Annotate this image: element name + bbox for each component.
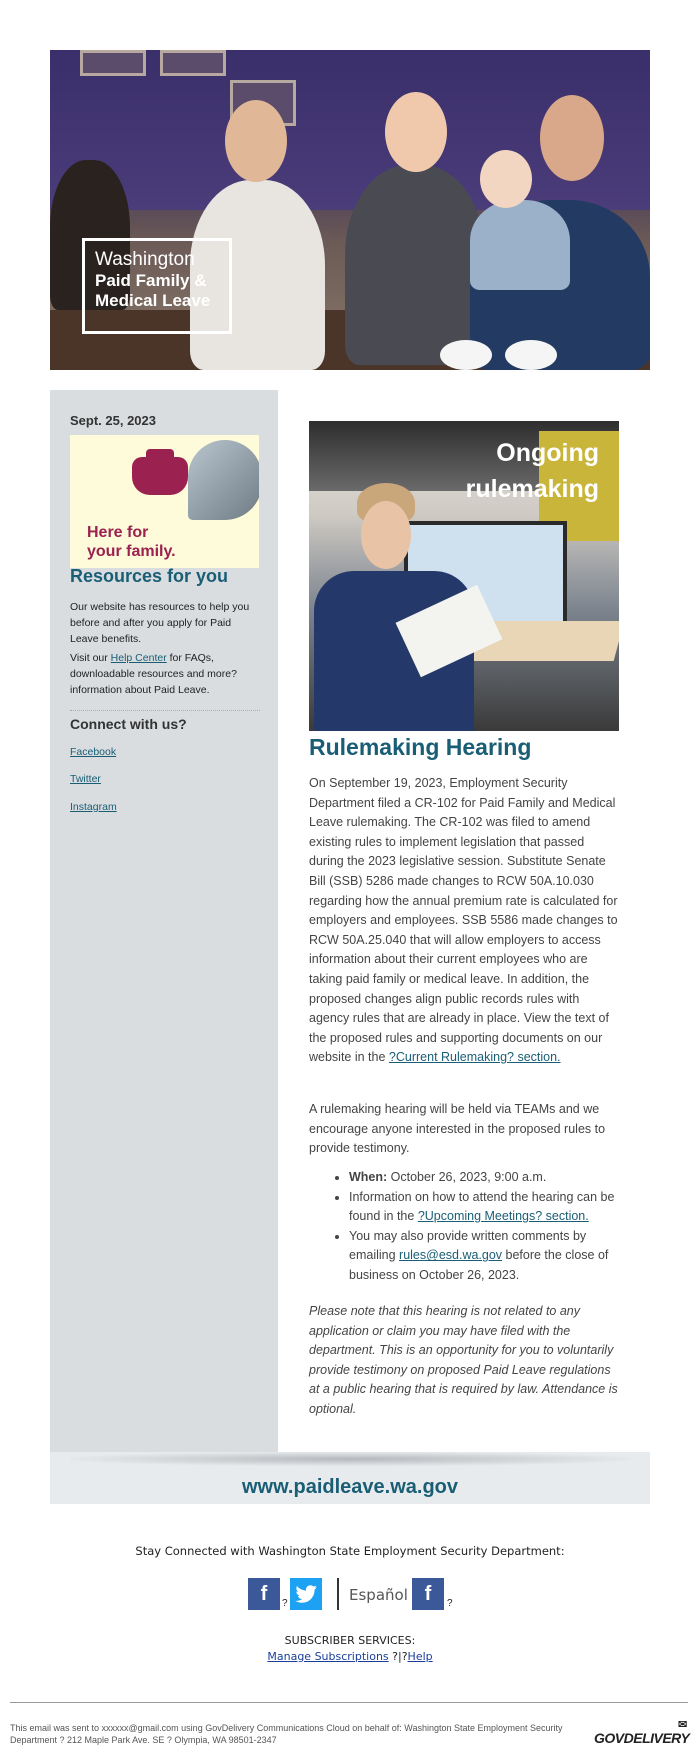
article-paragraph-2: A rulemaking hearing will be held via TEAMs and we encourage anyone interested in the proposed rules to provide testimony. [309, 1102, 606, 1156]
hero-image [50, 50, 650, 370]
bullet3-text: You may also provide written comments by emailing [349, 1228, 587, 1263]
list-item [349, 1188, 621, 1227]
when-text: October 26, 2023, 9:00 a.m. [387, 1170, 547, 1184]
woman-face [361, 501, 411, 569]
list-item [349, 1168, 621, 1188]
article-heading: Rulemaking Hearing [309, 734, 532, 760]
stay-connected-text: Stay Connected with Washington State Employment Security Department: [135, 1544, 565, 1558]
bullet2-text: Information on how to attend the hearing can be found in the [349, 1189, 615, 1224]
here-for-your-family-image [70, 435, 259, 568]
website-link[interactable]: www.paidleave.wa.gov [242, 1476, 458, 1498]
footer-divider [10, 1702, 688, 1703]
govdelivery-brand: GOVDELIVERY [594, 1730, 690, 1746]
facebook-icon[interactable]: f [248, 1578, 280, 1610]
sidebar-divider [70, 710, 260, 711]
bar-shadow [70, 1452, 630, 1466]
image-caption [466, 435, 599, 507]
promo-line-1: Here for [87, 524, 149, 541]
list-item [349, 1227, 621, 1286]
hero-frame [160, 50, 226, 76]
visit-prefix: Visit our [70, 652, 111, 664]
instagram-link[interactable]: Instagram [70, 801, 117, 813]
resources-heading: Resources for you [70, 566, 229, 586]
heart-photo [188, 440, 259, 520]
when-label: When: [349, 1170, 388, 1184]
paid-leave-logo [82, 238, 232, 334]
hero-person-2 [345, 165, 485, 365]
help-link[interactable]: Help [407, 1650, 433, 1663]
rules-email-link[interactable]: rules@esd.wa.gov [399, 1248, 503, 1263]
ongoing-rulemaking-image [309, 421, 619, 731]
twitter-link[interactable]: Twitter [70, 773, 101, 785]
facebook-espanol-icon[interactable]: f [412, 1578, 444, 1610]
govdelivery-logo [594, 1719, 690, 1746]
facebook-espanol-q: ? [447, 1598, 453, 1609]
caption-line-2: rulemaking [465, 475, 599, 503]
hero-child-head [480, 150, 532, 208]
facebook-q: ? [282, 1598, 288, 1609]
facebook-link[interactable]: Facebook [70, 746, 117, 758]
twitter-icon[interactable] [290, 1578, 322, 1610]
subscriber-links [0, 1650, 700, 1663]
para1-text: On September 19, 2023, Employment Security Department filed a CR-102 for Paid Family and Medical Leave rulemaking. The CR-102 was filed to amend existing rules to implement legislation that passed during the 2023 legislative session. Substitute Senate Bill (SSB) 5286 made changes to RCW 50A.10.030 regarding how the annual premium rate is calculated for employers and employees. SSB 5586 made changes to RCW 50A.25.040 that will allow employers to access information about their current employees who are taking paid family or medical leave. In addition, the proposed changes align public records rules with agency rules that are already in place. View the text of the proposed rules and supporting documents on our website in the [309, 776, 618, 1065]
hero-head-3 [540, 95, 604, 181]
logo-line-2: Paid Family & [95, 271, 207, 290]
hearing-note: Please note that this hearing is not related to any application or claim you may have filed with the department. This is an opportunity for you to voluntarily provide testimony on proposed Paid Leave regulations at a public hearing that is required by law. Attendance is optional. [309, 1304, 618, 1416]
hero-head-2 [385, 92, 447, 172]
caption-line-1: Ongoing [496, 439, 599, 467]
visit-text [70, 650, 262, 698]
espanol-link[interactable]: Español [349, 1586, 408, 1604]
logo-line-3: Medical Leave [95, 291, 211, 310]
connect-heading: Connect with us? [70, 716, 187, 732]
social-divider [337, 1578, 339, 1610]
resources-text: Our website has resources to help you before and after you apply for Paid Leave benefits. [70, 601, 250, 645]
hero-cup [440, 340, 492, 370]
help-center-link[interactable]: Help Center [110, 652, 167, 664]
logo-line-1: Washington [95, 249, 195, 270]
bullet3-suffix: before the close of business on October 26, 2023. [349, 1248, 609, 1282]
promo-line-2: your family. [87, 543, 176, 560]
hero-cup [505, 340, 557, 370]
envelope-icon: ✉ [678, 1719, 687, 1731]
legal-text: This email was sent to xxxxxx@gmail.com using GovDelivery Communications Cloud on behalf of: Washington State Employment Security Department ? 212 Maple Park Ave. SE ? Olympia, WA 98501-2347 [10, 1723, 563, 1745]
hearing-details-list [309, 1168, 621, 1286]
links-separator: ?|? [388, 1650, 408, 1663]
newsletter-date: Sept. 25, 2023 [70, 413, 156, 428]
promo-text [87, 523, 176, 561]
hero-head-1 [225, 100, 287, 182]
visit-suffix: for FAQs, downloadable resources and more? information about Paid Leave. [70, 652, 237, 696]
sidebar [50, 390, 278, 1452]
subscriber-services-label: SUBSCRIBER SERVICES: [284, 1634, 416, 1647]
current-rulemaking-link[interactable]: ?Current Rulemaking? section. [388, 1050, 561, 1065]
manage-subscriptions-link[interactable]: Manage Subscriptions [267, 1650, 389, 1663]
jar-icon [132, 457, 188, 495]
hero-child [470, 200, 570, 290]
article-paragraph-1 [309, 774, 621, 1068]
upcoming-meetings-link[interactable]: ?Upcoming Meetings? section. [417, 1209, 589, 1224]
twitter-bird-icon [295, 1585, 317, 1603]
hero-frame [80, 50, 146, 76]
